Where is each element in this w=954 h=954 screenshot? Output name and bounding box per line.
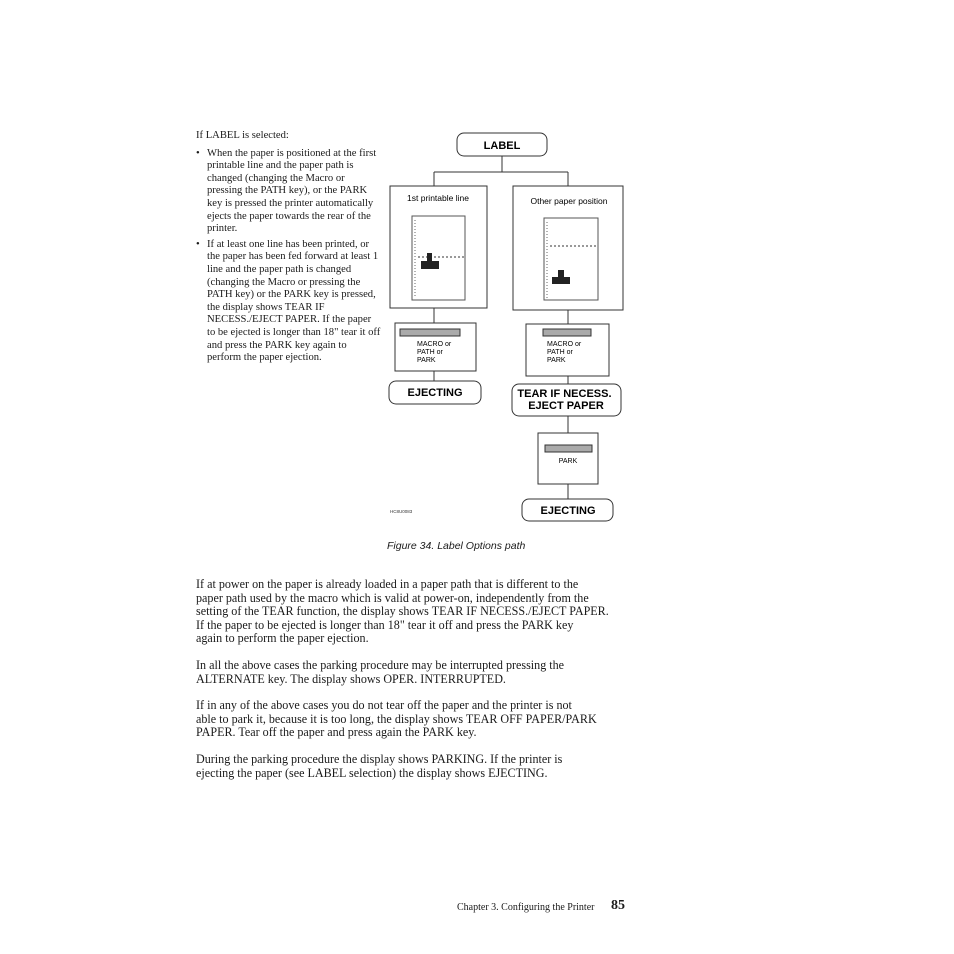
key-panel-left-text: MACRO or PATH or PARK xyxy=(417,341,452,364)
intro-bullet: • When the paper is positioned at the first printable line and the paper path is changed (changing the Macro or pressing the PATH key), or the PARK key is pressed the printer automatically ejects the paper towards the rear of the printer. xyxy=(196,148,382,236)
intro-bullet: • If at least one line has been printed, or the paper has been fed forward at least 1 line and the paper path is changed (changing the Macro or pressing the PATH key) or the PARK key is pressed, the display shows TEAR IF NECESS./EJECT PAPER. If the paper to be ejected is longer than 18" tear it off and press the PARK key again to perform the paper ejection. xyxy=(196,239,382,365)
intro-lead: If LABEL is selected: xyxy=(196,130,289,141)
footer-chapter: Chapter 3. Configuring the Printer xyxy=(457,902,595,913)
paragraph-parking: During the parking procedure the display shows PARKING. If the printer is ejecting the paper (see LABEL selection) the display shows EJECTING. xyxy=(196,752,563,780)
paper-sheet-icon xyxy=(412,216,465,300)
key-panel-right-text: MACRO or PATH or PARK xyxy=(547,341,582,364)
paragraph-interrupt: In all the above cases the parking procedure may be interrupted pressing the ALTERNATE key. The display shows OPER. INTERRUPTED. xyxy=(196,658,565,686)
ejecting-display-left-text: EJECTING xyxy=(407,387,463,399)
first-line-label: 1st printable line xyxy=(407,193,469,203)
key-button-icon xyxy=(543,329,591,336)
page-number: 85 xyxy=(611,898,625,913)
paragraph-power-on: If at power on the paper is already loaded in a paper path that is different to the paper path used by the macro which is valid at power-on, independently from the setting of the TEAR function, the display shows TEAR IF NECESS./EJECT PAPER. If the paper to be ejected is longer than 18" tear it off and press the PARK key again to perform the paper ejection. xyxy=(196,577,609,646)
label-box-text: LABEL xyxy=(483,140,521,152)
key-button-icon xyxy=(400,329,460,336)
figure-caption: Figure 34. Label Options path xyxy=(387,540,526,552)
key-button-icon xyxy=(545,445,592,452)
tear-eject-display-text: TEAR IF NECESS. EJECT PAPER xyxy=(517,388,612,412)
paper-sheet-icon xyxy=(544,218,598,300)
other-position-label: Other paper position xyxy=(530,196,608,206)
park-key-text: PARK xyxy=(558,458,578,465)
figure-id: HC8U0083 xyxy=(390,509,413,514)
ejecting-display-final-text: EJECTING xyxy=(540,505,596,517)
paragraph-too-long: If in any of the above cases you do not tear off the paper and the printer is not able to park it, because it is too long, the display shows TEAR OFF PAPER/PARK PAPER. Tear off the paper and press again the PARK key. xyxy=(196,698,597,740)
